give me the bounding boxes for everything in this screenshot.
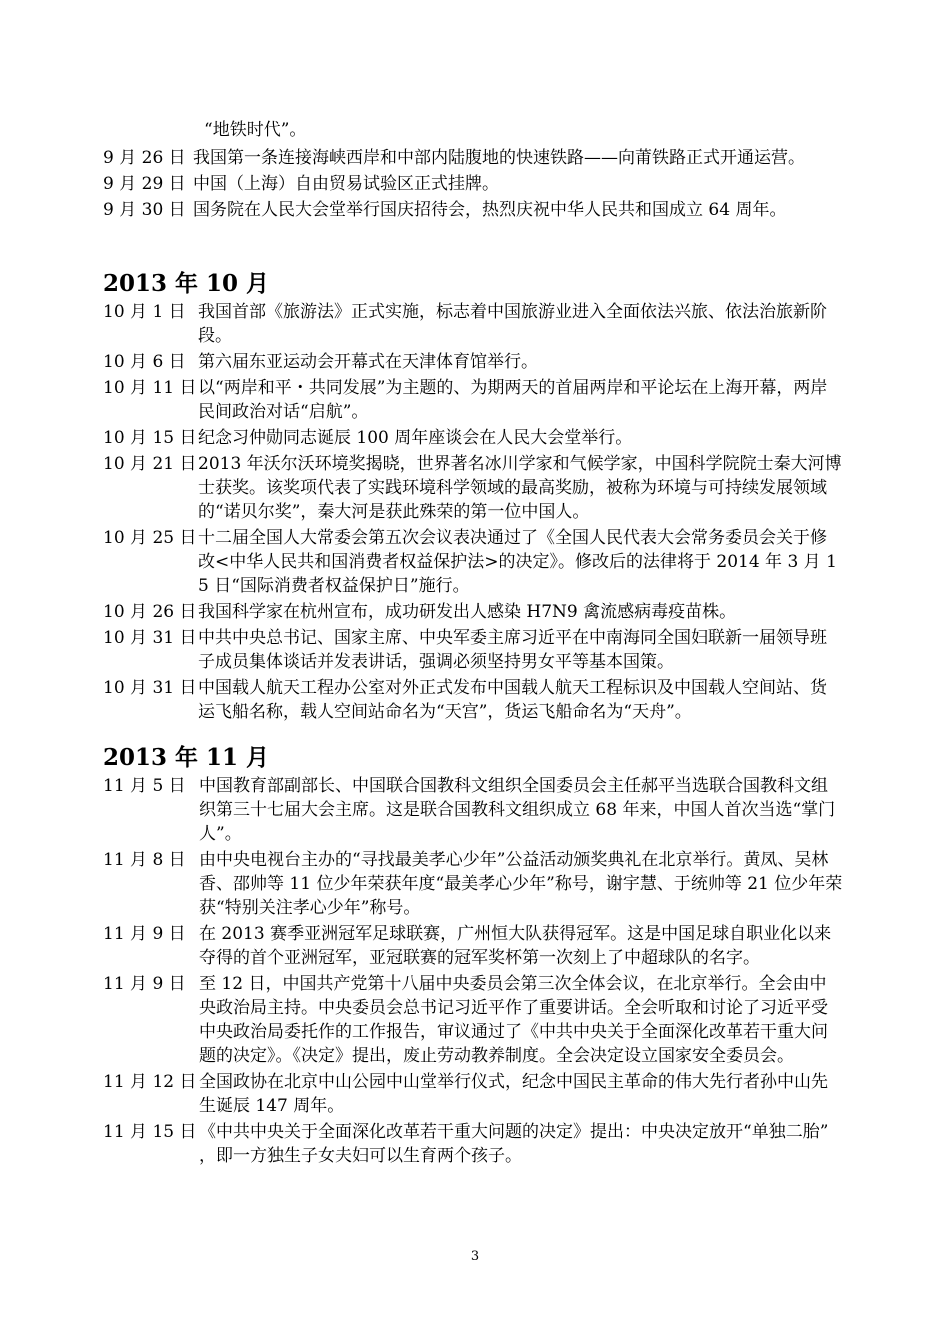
entry-date: 10 月 1 日 (103, 302, 186, 322)
entry-date: 9 月 26 日 (103, 148, 186, 168)
section-heading: 2013 年 11 月 (103, 744, 270, 771)
entry-text: 全国政协在北京中山公园中山堂举行仪式，纪念中国民主革命的伟大先行者孙中山先生诞辰 147 周年。 (199, 1072, 828, 1116)
entry-text: 中国（上海）自由贸易试验区正式挂牌。 (193, 174, 499, 194)
section-september (103, 146, 843, 224)
entry-text: 纪念习仲勋同志诞辰 100 周年座谈会在人民大会堂举行。 (198, 428, 633, 448)
list-item (103, 1070, 843, 1118)
list-item (103, 922, 843, 970)
entry-text: 我国科学家在杭州宣布，成功研发出人感染 H7N9 禽流感病毒疫苗株。 (198, 602, 737, 622)
entry-date: 11 月 12 日 (103, 1072, 197, 1092)
list-item (103, 172, 843, 196)
entry-date: 10 月 26 日 (103, 602, 197, 622)
list-item (103, 526, 843, 598)
entry-text: 十二届全国人大常委会第五次会议表决通过了《全国人民代表大会常务委员会关于修改<中华人民共和国消费者权益保护法>的决定》。修改后的法律将于 2014 年 3 月 15 日“国际消费者权益保护日”施行。 (198, 528, 837, 596)
section-november (103, 744, 843, 1170)
entry-text: 以“两岸和平・共同发展”为主题的、为期两天的首届两岸和平论坛在上海开幕，两岸民间政治对话“启航”。 (198, 378, 828, 422)
entry-text: 中共中央总书记、国家主席、中央军委主席习近平在中南海同全国妇联新一届领导班子成员集体谈话并发表讲话，强调必须坚持男女平等基本国策。 (198, 628, 827, 672)
entry-date: 10 月 31 日 (103, 678, 197, 698)
entry-text: 在 2013 赛季亚洲冠军足球联赛，广州恒大队获得冠军。这是中国足球自职业化以来夺得的首个亚洲冠军，亚冠联赛的冠军奖杯第一次刻上了中超球队的名字。 (199, 924, 832, 968)
entry-text: 我国第一条连接海峡西岸和中部内陆腹地的快速铁路——向莆铁路正式开通运营。 (193, 148, 805, 168)
section-october (103, 270, 843, 726)
list-item (103, 452, 843, 524)
list-item (103, 676, 843, 724)
list-item (103, 626, 843, 674)
entry-date: 11 月 15 日 (103, 1122, 197, 1142)
entry-date: 10 月 6 日 (103, 352, 186, 372)
entry-date: 9 月 30 日 (103, 200, 186, 220)
continuation-text: “地铁时代”。 (204, 120, 307, 140)
entry-date: 11 月 5 日 (103, 776, 186, 796)
list-item (103, 198, 843, 222)
entry-text: 第六届东亚运动会开幕式在天津体育馆举行。 (198, 352, 538, 372)
list-item (103, 426, 843, 450)
entry-text: 由中央电视台主办的“寻找最美孝心少年”公益活动颁奖典礼在北京举行。黄凤、吴林香、邵帅等 11 位少年荣获年度“最美孝心少年”称号，谢宇慧、于统帅等 21 位少年荣获“特别关注孝心少年”称号。 (199, 850, 843, 918)
entry-date: 9 月 29 日 (103, 174, 186, 194)
entry-date: 11 月 8 日 (103, 850, 186, 870)
list-item (103, 300, 843, 348)
entry-text: 中国教育部副部长、中国联合国教科文组织全国委员会主任郝平当选联合国教科文组织第三十七届大会主席。这是联合国教科文组织成立 68 年来，中国人首次当选“掌门人”。 (199, 776, 836, 844)
entry-date: 10 月 11 日 (103, 378, 197, 398)
section-heading: 2013 年 10 月 (103, 270, 270, 297)
list-item (103, 774, 843, 846)
entry-date: 10 月 31 日 (103, 628, 197, 648)
list-item (103, 1120, 843, 1168)
list-item (103, 376, 843, 424)
entry-date: 10 月 21 日 (103, 454, 197, 474)
list-item (103, 972, 843, 1068)
entry-text: 中国载人航天工程办公室对外正式发布中国载人航天工程标识及中国载人空间站、货运飞船名称，载人空间站命名为“天宫”，货运飞船命名为“天舟”。 (198, 678, 827, 722)
entry-text: 《中共中央关于全面深化改革若干重大问题的决定》提出：中央决定放开“单独二胎”，即一方独生子女夫妇可以生育两个孩子。 (199, 1122, 829, 1166)
entry-text: 至 12 日，中国共产党第十八届中央委员会第三次全体会议，在北京举行。全会由中央政治局主持。中央委员会总书记习近平作了重要讲话。全会听取和讨论了习近平受中央政治局委托作的工作报告，审议通过了《中共中央关于全面深化改革若干重大问题的决定》。《决定》提出，废止劳动教养制度。全会决定设立国家安全委员会。 (199, 974, 828, 1066)
list-item (103, 350, 843, 374)
page-number: 3 (470, 1249, 480, 1264)
entry-date: 10 月 25 日 (103, 528, 197, 548)
list-item (103, 600, 843, 624)
entry-text: 我国首部《旅游法》正式实施，标志着中国旅游业进入全面依法兴旅、依法治旅新阶段。 (198, 302, 827, 346)
entry-date: 11 月 9 日 (103, 974, 186, 994)
list-item (103, 146, 843, 170)
entry-date: 11 月 9 日 (103, 924, 186, 944)
list-item (103, 848, 843, 920)
entry-text: 国务院在人民大会堂举行国庆招待会，热烈庆祝中华人民共和国成立 64 周年。 (193, 200, 787, 220)
entry-text: 2013 年沃尔沃环境奖揭晓，世界著名冰川学家和气候学家，中国科学院院士秦大河博士获奖。该奖项代表了实践环境科学领域的最高奖励，被称为环境与可持续发展领域的“诺贝尔奖”，秦大河是获此殊荣的第一位中国人。 (198, 454, 842, 522)
entry-date: 10 月 15 日 (103, 428, 197, 448)
